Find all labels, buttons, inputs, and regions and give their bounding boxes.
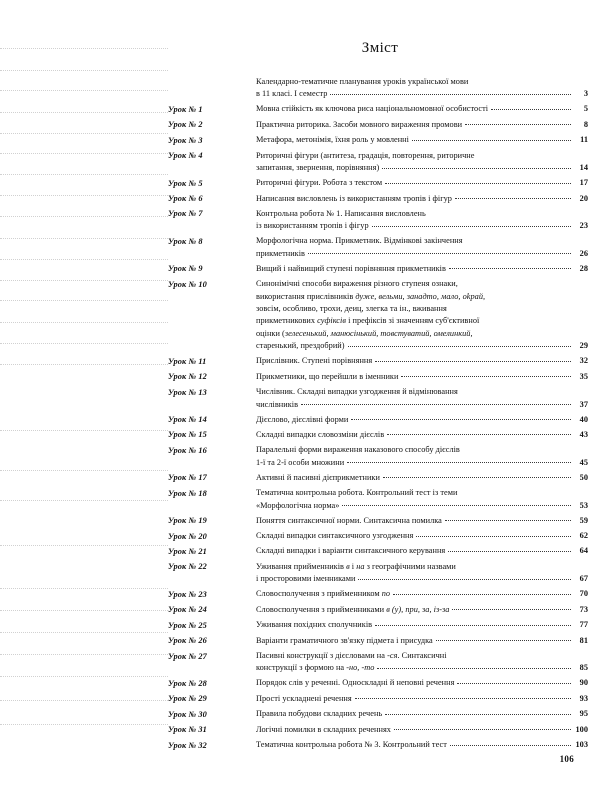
toc-entry-body xyxy=(256,724,588,736)
toc-entry-label: Урок № 24 xyxy=(168,605,207,615)
toc-entry-page-number: 95 xyxy=(579,709,588,719)
toc-entry-body xyxy=(256,235,588,260)
toc-entry-page-number: 28 xyxy=(579,263,588,273)
toc-entry-last-line xyxy=(256,134,588,146)
toc-entry-body xyxy=(256,677,588,689)
toc-entry-title-line: Контрольна робота № 1. Написання висловлень xyxy=(256,208,426,218)
toc-entry-last-line xyxy=(256,371,588,383)
toc-entry-title-line: Правила побудови складних речень xyxy=(256,709,383,719)
toc-leader-dots xyxy=(416,536,571,537)
toc-entry-title-line: Синонімічні способи вираження різного ступеня ознаки, xyxy=(256,279,458,289)
toc-entry[interactable] xyxy=(168,414,588,427)
toc-leader-dots xyxy=(377,668,571,669)
toc-entry-body xyxy=(256,708,588,720)
toc-entry-label: Урок № 13 xyxy=(168,387,207,397)
toc-entry[interactable] xyxy=(168,588,588,601)
toc-entry-last-line xyxy=(256,500,588,512)
toc-entry-title-line: Метафора, метонімія, їхня роль у мовленні xyxy=(256,135,409,145)
toc-entry-body xyxy=(256,263,588,275)
toc-leader-dots xyxy=(449,268,571,269)
toc-entry-title-line: Пасивні конструкції з дієсловами на -ся. Синтаксичні xyxy=(256,651,447,660)
toc-entry-title-line: прикметників xyxy=(256,248,305,258)
toc-entry[interactable] xyxy=(168,355,588,368)
toc-entry[interactable] xyxy=(168,444,588,469)
toc-entry-title-line: запитання, звернення, порівняння) xyxy=(256,163,380,173)
toc-entry-body xyxy=(256,444,588,469)
toc-entry-body xyxy=(256,208,588,233)
toc-entry-title-line: і просторовими іменниками xyxy=(256,574,356,584)
toc-entry[interactable] xyxy=(168,76,588,101)
toc-entry[interactable] xyxy=(168,693,588,706)
toc-entry-last-line xyxy=(256,739,588,751)
toc-entry-label: Урок № 12 xyxy=(168,372,207,382)
toc-leader-dots xyxy=(401,376,571,377)
toc-entry-page-number: 64 xyxy=(579,546,588,556)
toc-entry[interactable] xyxy=(168,515,588,528)
toc-entry-label: Урок № 16 xyxy=(168,445,207,455)
toc-entry-body xyxy=(256,119,588,131)
toc-entry-page-number: 23 xyxy=(579,221,588,231)
toc-entry-label: Урок № 19 xyxy=(168,516,207,526)
toc-entry[interactable] xyxy=(168,119,588,132)
toc-leader-dots xyxy=(445,520,571,521)
toc-entry-body xyxy=(256,635,588,647)
toc-entry[interactable] xyxy=(168,235,588,260)
toc-entry-body xyxy=(256,371,588,383)
toc-leader-dots xyxy=(387,434,571,435)
toc-entry[interactable] xyxy=(168,134,588,147)
toc-entry-label: Урок № 29 xyxy=(168,694,207,704)
toc-entry-label: Урок № 22 xyxy=(168,562,207,572)
toc-leader-dots xyxy=(436,640,571,641)
toc-leader-dots xyxy=(452,609,571,610)
toc-entry-title-line: Прості ускладнені речення xyxy=(256,693,352,703)
toc-entry-last-line xyxy=(256,355,588,367)
toc-entry-title-line: Календарно-тематичне планування уроків української мови xyxy=(256,77,469,86)
toc-leader-dots xyxy=(351,419,571,420)
toc-entry-title-line: Числівник. Складні випадки узгодження й відмінювання xyxy=(256,387,458,397)
toc-entry[interactable] xyxy=(168,619,588,632)
toc-entry-page-number: 20 xyxy=(579,193,588,203)
toc-entry-last-line xyxy=(256,604,588,616)
toc-entry-last-line xyxy=(256,340,588,352)
toc-entry-page-number: 32 xyxy=(579,356,588,366)
toc-entry-body xyxy=(256,693,588,705)
toc-entry-last-line xyxy=(256,530,588,542)
toc-entry[interactable] xyxy=(168,177,588,190)
toc-entry-label: Урок № 23 xyxy=(168,589,207,599)
toc-entry[interactable] xyxy=(168,677,588,690)
toc-leader-dots xyxy=(348,346,571,347)
toc-entry-page-number: 73 xyxy=(579,604,588,614)
toc-entry-last-line xyxy=(256,724,588,736)
toc-entry-page-number: 93 xyxy=(579,693,588,703)
folio-page-number: 106 xyxy=(559,754,574,764)
toc-entry-title-line: Морфологічна норма. Прикметник. Відмінкові закінчення xyxy=(256,236,463,246)
toc-entry-last-line xyxy=(256,708,588,720)
toc-entry-last-line xyxy=(256,429,588,441)
toc-entry-title-line: оцінки (зелесенький, манюсінький, товстуватий, омелинкий, xyxy=(256,328,473,338)
toc-entry-title-line: Логічні помилки в складних реченнях xyxy=(256,724,391,734)
toc-leader-dots xyxy=(394,729,571,730)
toc-entry-title-line: Тематична контрольна робота № 3. Контрольний тест xyxy=(256,740,447,750)
toc-entry-page-number: 62 xyxy=(579,531,588,540)
toc-entry-title-line: Варіанти граматичного зв'язку підмета і присудка xyxy=(256,635,433,645)
toc-entry-page-number: 11 xyxy=(580,135,588,145)
toc-entry-body xyxy=(256,414,588,426)
toc-entry-title-line: Поняття синтаксичної норми. Синтаксична помилка xyxy=(256,515,442,525)
toc-entry-page-number: 40 xyxy=(579,414,588,424)
toc-entry-title-line: «Морфологічна норма» xyxy=(256,500,340,510)
toc-entry-title-line: Словосполучення з прийменником по xyxy=(256,589,391,599)
toc-entry[interactable] xyxy=(168,545,588,558)
toc-entry-label: Урок № 14 xyxy=(168,415,207,424)
toc-entry[interactable] xyxy=(168,429,588,442)
toc-entry-title-line: Риторичні фігури (антитеза, градація, повторення, риторичне xyxy=(256,150,475,160)
toc-entry-title-line: числівників xyxy=(256,399,299,409)
toc-entry-body xyxy=(256,588,588,600)
toc-entry-label: Урок № 10 xyxy=(168,279,207,289)
toc-entry-body xyxy=(256,429,588,441)
toc-entry-last-line xyxy=(256,515,588,527)
toc-entry-body xyxy=(256,545,588,557)
toc-entry-last-line xyxy=(256,677,588,689)
toc-entry-last-line xyxy=(256,693,588,705)
toc-entry-last-line xyxy=(256,162,588,174)
toc-entry[interactable] xyxy=(168,263,588,276)
toc-entry-label: Урок № 2 xyxy=(168,120,203,130)
toc-entry-page-number: 43 xyxy=(579,429,588,439)
toc-entry-body xyxy=(256,386,588,411)
toc-entry-last-line xyxy=(256,119,588,131)
toc-entry[interactable] xyxy=(168,386,588,411)
toc-entry-label: Урок № 15 xyxy=(168,430,207,440)
toc-entry-body xyxy=(256,515,588,527)
toc-entry-page-number: 26 xyxy=(579,248,588,258)
toc-entry-label: Урок № 28 xyxy=(168,678,207,688)
toc-entry[interactable] xyxy=(168,208,588,233)
toc-entry-page-number: 8 xyxy=(583,119,588,129)
toc-entry[interactable] xyxy=(168,604,588,617)
toc-entry-body xyxy=(256,193,588,205)
toc-entry-page-number: 45 xyxy=(579,457,588,467)
toc-entry-last-line xyxy=(256,414,588,426)
toc-entry-page-number: 29 xyxy=(579,341,588,351)
toc-entry-title-line: прикметникових суфіксів і префіксів зі значенням суб'єктивної xyxy=(256,316,480,326)
toc-entry-page-number: 70 xyxy=(579,589,588,599)
toc-entry-title-line: Прислівник. Ступені порівняння xyxy=(256,356,373,366)
toc-entry-last-line xyxy=(256,619,588,631)
toc-entry-body xyxy=(256,150,588,175)
toc-entry-body xyxy=(256,177,588,189)
toc-entry[interactable] xyxy=(168,530,588,543)
toc-leader-dots xyxy=(375,625,571,626)
toc-entry-last-line xyxy=(256,177,588,189)
toc-entry-title-line: Порядок слів у реченні. Односкладні й неповні речення xyxy=(256,678,455,688)
toc-entry-body xyxy=(256,472,588,484)
toc-entry-title-line: Вищий і найвищий ступені порівняння прикметників xyxy=(256,263,446,273)
toc-entry-label: Урок № 32 xyxy=(168,740,207,750)
toc-entry-body xyxy=(256,530,588,542)
page-title: Зміст xyxy=(361,40,399,56)
toc-entry-body xyxy=(256,739,588,751)
toc-entry-body xyxy=(256,604,588,616)
toc-entry-title-line: використання прислівників дуже, вельми, занадто, мало, okpaй, xyxy=(256,291,486,301)
toc-entry-page-number: 67 xyxy=(579,574,588,584)
toc-entry[interactable] xyxy=(168,635,588,648)
toc-entry-last-line xyxy=(256,635,588,647)
toc-leader-dots xyxy=(455,198,571,199)
toc-entry-body xyxy=(256,355,588,367)
toc-entry-label xyxy=(168,76,256,77)
toc-entry-label: Урок № 9 xyxy=(168,264,203,274)
toc-leader-dots xyxy=(457,683,571,684)
toc-entry-page-number: 81 xyxy=(579,635,588,645)
toc-leader-dots xyxy=(372,226,571,227)
toc-entry-last-line xyxy=(256,220,588,232)
toc-entry-title-line: Складні випадки і варіанти синтаксичного керування xyxy=(256,546,446,556)
table-of-contents xyxy=(168,76,588,755)
toc-entry-page-number: 37 xyxy=(579,399,588,409)
toc-entry[interactable] xyxy=(168,472,588,485)
toc-entry-page-number: 59 xyxy=(579,515,588,525)
toc-entry-title-line: зовсім, особливо, трохи, деиц, злегка та ін., вживання xyxy=(256,304,447,313)
toc-entry-page-number: 85 xyxy=(579,663,588,673)
toc-leader-dots xyxy=(412,140,571,141)
toc-entry-title-line: Риторичні фігури. Робота з текстом xyxy=(256,178,383,188)
toc-entry-page-number: 77 xyxy=(579,620,588,630)
toc-entry-last-line xyxy=(256,399,588,411)
toc-entry-label: Урок № 20 xyxy=(168,531,207,541)
toc-leader-dots xyxy=(393,594,571,595)
toc-entry-body xyxy=(256,561,588,586)
toc-entry-title-line: Словосполучення з прийменниками в (у), при, за, із-за xyxy=(256,604,450,614)
toc-entry-page-number: 3 xyxy=(583,89,588,99)
toc-entry-title-line: в 11 класі. І семестр xyxy=(256,89,328,99)
toc-entry-title-line: Активні й пасивні дієприкметники xyxy=(256,472,380,482)
toc-entry[interactable] xyxy=(168,193,588,206)
toc-entry[interactable] xyxy=(168,708,588,721)
toc-entry-page-number: 35 xyxy=(579,371,588,381)
toc-entry-last-line xyxy=(256,457,588,469)
toc-entry-page-number: 90 xyxy=(579,678,588,688)
toc-entry-label: Урок № 25 xyxy=(168,620,207,630)
toc-entry-last-line xyxy=(256,88,588,100)
toc-entry-label: Урок № 27 xyxy=(168,651,207,661)
toc-leader-dots xyxy=(382,168,571,169)
toc-entry[interactable] xyxy=(168,150,588,175)
toc-entry-title-line: Дієслово, дієслівні форми xyxy=(256,414,349,424)
toc-leader-dots xyxy=(355,698,571,699)
toc-entry-last-line xyxy=(256,248,588,260)
toc-entry-body xyxy=(256,487,588,512)
toc-entry-title-line: Паралельні форми вираження наказового способу дієслів xyxy=(256,445,460,455)
toc-entry-last-line xyxy=(256,588,588,600)
toc-entry-title-line: конструкції з формою на -но, -то xyxy=(256,663,375,673)
toc-entry-label: Урок № 8 xyxy=(168,236,203,246)
toc-entry-body xyxy=(256,134,588,146)
toc-entry-title-line: Уживання прийменників в і на з географічними назвами xyxy=(256,561,456,571)
toc-entry-label: Урок № 1 xyxy=(168,104,203,114)
toc-entry-last-line xyxy=(256,662,588,674)
toc-entry-body xyxy=(256,278,588,353)
toc-entry-label: Урок № 21 xyxy=(168,546,207,556)
toc-entry[interactable] xyxy=(168,103,588,116)
toc-entry-title-line: Уживання похідних сполучників xyxy=(256,620,373,630)
toc-entry-body xyxy=(256,103,588,115)
toc-entry-label: Урок № 26 xyxy=(168,636,207,646)
toc-entry-title-line: старенький, прездобрий) xyxy=(256,341,345,351)
toc-entry[interactable] xyxy=(168,487,588,512)
toc-entry-label: Урок № 11 xyxy=(168,356,207,366)
toc-entry-title-line: Складні випадки синтаксичного узгодження xyxy=(256,531,414,540)
toc-entry-title-line: Складні випадки словозміни дієслів xyxy=(256,429,385,439)
toc-leader-dots xyxy=(330,94,571,95)
toc-entry-page-number: 50 xyxy=(579,472,588,482)
toc-entry-label: Урок № 18 xyxy=(168,488,207,498)
toc-entry-last-line xyxy=(256,545,588,557)
toc-leader-dots xyxy=(465,124,571,125)
toc-entry-last-line xyxy=(256,103,588,115)
toc-entry-last-line xyxy=(256,263,588,275)
toc-leader-dots xyxy=(347,462,571,463)
toc-entry-title-line: 1-ї та 2-ї особи множини xyxy=(256,457,345,467)
toc-leader-dots xyxy=(450,745,571,746)
toc-entry-label: Урок № 3 xyxy=(168,135,203,145)
toc-entry[interactable] xyxy=(168,650,588,675)
toc-entry-page-number: 14 xyxy=(579,163,588,173)
toc-entry[interactable] xyxy=(168,724,588,737)
toc-entry-last-line xyxy=(256,472,588,484)
toc-leader-dots xyxy=(448,551,571,552)
toc-entry-title-line: Практична риторика. Засоби мовного вираження промови xyxy=(256,119,463,129)
toc-entry-page-number: 100 xyxy=(575,724,588,734)
toc-entry-last-line xyxy=(256,193,588,205)
toc-entry-label: Урок № 6 xyxy=(168,194,203,203)
toc-leader-dots xyxy=(308,253,571,254)
toc-entry-title-line: Прикметники, що перейшли в іменники xyxy=(256,371,399,381)
toc-leader-dots xyxy=(385,714,571,715)
toc-entry-label: Урок № 30 xyxy=(168,709,207,719)
toc-entry[interactable] xyxy=(168,278,588,353)
toc-entry[interactable] xyxy=(168,371,588,384)
toc-entry-title-line: Написання висловлень із використанням тропів і фігур xyxy=(256,193,452,203)
toc-entry-title-line: Мовна стійкість як ключова риса національномовної особистості xyxy=(256,104,489,114)
toc-leader-dots xyxy=(375,361,571,362)
toc-entry-label: Урок № 5 xyxy=(168,178,203,188)
toc-entry-body xyxy=(256,619,588,631)
toc-leader-dots xyxy=(342,505,571,506)
toc-entry-label: Урок № 17 xyxy=(168,473,207,483)
toc-entry-page-number: 17 xyxy=(579,178,588,188)
toc-leader-dots xyxy=(385,183,571,184)
toc-entry-body xyxy=(256,76,588,101)
toc-leader-dots xyxy=(301,404,571,405)
toc-entry[interactable] xyxy=(168,739,588,752)
toc-entry-title-line: із використанням тропів і фігур xyxy=(256,221,369,231)
toc-entry-last-line xyxy=(256,573,588,585)
toc-entry[interactable] xyxy=(168,561,588,586)
toc-leader-dots xyxy=(383,477,571,478)
toc-entry-page-number: 53 xyxy=(579,500,588,510)
toc-leader-dots xyxy=(358,579,571,580)
toc-entry-page-number: 103 xyxy=(575,740,588,750)
toc-entry-label: Урок № 31 xyxy=(168,725,207,735)
toc-entry-label: Урок № 4 xyxy=(168,151,203,161)
toc-entry-title-line: Тематична контрольна робота. Контрольний тест із теми xyxy=(256,488,458,498)
toc-leader-dots xyxy=(491,109,571,110)
toc-entry-body xyxy=(256,650,588,675)
toc-entry-label: Урок № 7 xyxy=(168,209,203,219)
toc-entry-page-number: 5 xyxy=(583,104,588,114)
